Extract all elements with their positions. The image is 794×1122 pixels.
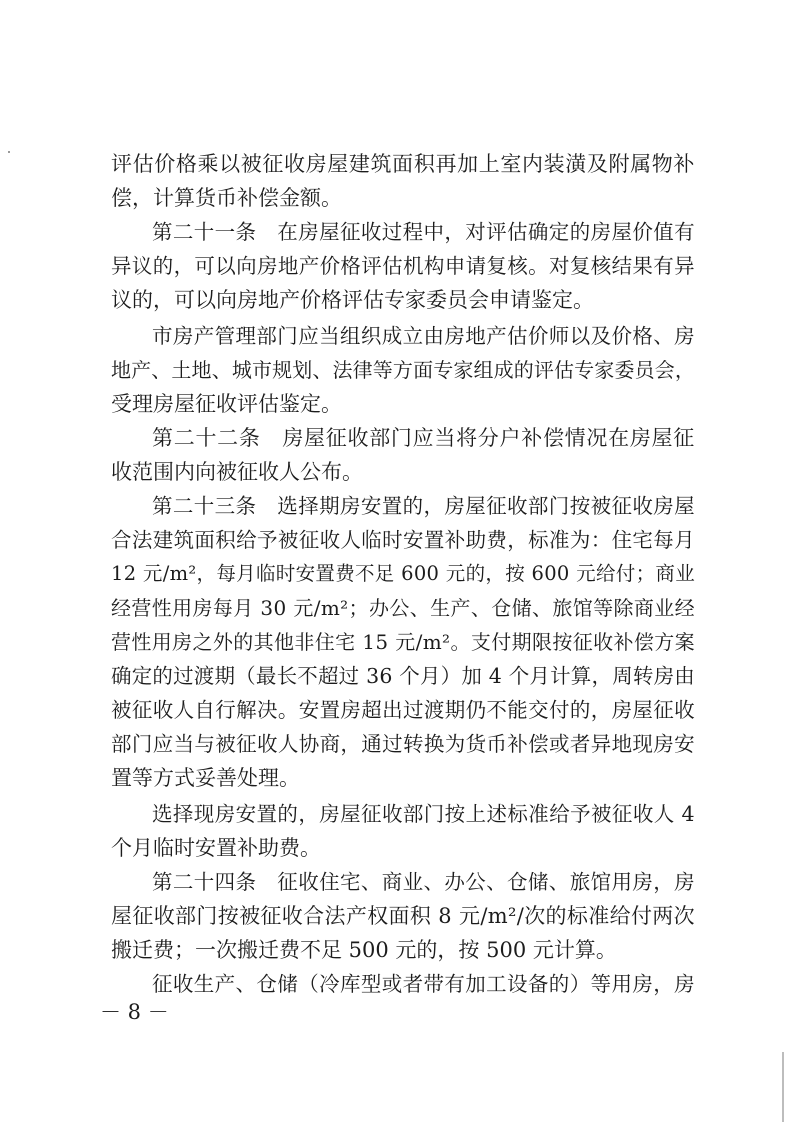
scan-edge xyxy=(782,1052,784,1122)
text-line: 收范围内向被征收人公布。 xyxy=(111,460,363,484)
text-line: 议的，可以向房地产价格评估专家委员会申请鉴定。 xyxy=(111,288,594,312)
text-line: 12 元/m²，每月临时安置费不足 600 元的，按 600 元给付；商业 xyxy=(111,562,695,585)
article-24-heading-line: 第二十四条 征收住宅、商业、办公、仓储、旅馆用房，房 xyxy=(152,870,695,894)
article-22-heading-line: 第二十二条 房屋征收部门应当将分户补偿情况在房屋征 xyxy=(152,426,695,450)
article-23-heading-line: 第二十三条 选择期房安置的，房屋征收部门按被征收房屋 xyxy=(152,494,695,518)
text-line: 确定的过渡期（最长不超过 36 个月）加 4 个月计算，周转房由 xyxy=(111,664,695,688)
text-line: 个月临时安置补助费。 xyxy=(111,836,321,860)
text-line: 异议的，可以向房地产价格评估机构申请复核。对复核结果有异 xyxy=(111,254,695,278)
text-line: 营性用房之外的其他非住宅 15 元/m²。支付期限按征收补偿方案 xyxy=(111,630,695,654)
text-line: 置等方式妥善处理。 xyxy=(111,766,300,790)
text-line: 屋征收部门按被征收合法产权面积 8 元/m²/次的标准给付两次 xyxy=(111,904,695,928)
text-line: 评估价格乘以被征收房屋建筑面积再加上室内装潢及附属物补 xyxy=(111,152,695,176)
text-line: 搬迁费；一次搬迁费不足 500 元的，按 500 元计算。 xyxy=(111,938,617,962)
paragraph-start-line: 征收生产、仓储（冷库型或者带有加工设备的）等用房，房 xyxy=(152,972,695,996)
paragraph-start-line: 选择现房安置的，房屋征收部门按上述标准给予被征收人 4 xyxy=(152,802,695,826)
text-line: 偿，计算货币补偿金额。 xyxy=(111,186,342,210)
text-line: 被征收人自行解决。安置房超出过渡期仍不能交付的，房屋征收 xyxy=(111,698,695,722)
text-line: 部门应当与被征收人协商，通过转换为货币补偿或者异地现房安 xyxy=(111,732,695,756)
paragraph-start-line: 市房产管理部门应当组织成立由房地产估价师以及价格、房 xyxy=(152,324,695,348)
article-21-heading-line: 第二十一条 在房屋征收过程中，对评估确定的房屋价值有 xyxy=(152,220,695,244)
page-number: － 8 － xyxy=(100,1000,169,1024)
text-line: 经营性用房每月 30 元/m²；办公、生产、仓储、旅馆等除商业经 xyxy=(111,596,695,620)
text-line: 受理房屋征收评估鉴定。 xyxy=(111,392,342,416)
text-line: 合法建筑面积给予被征收人临时安置补助费，标准为：住宅每月 xyxy=(111,528,695,552)
text-line: 地产、土地、城市规划、法律等方面专家组成的评估专家委员会， xyxy=(111,358,695,382)
